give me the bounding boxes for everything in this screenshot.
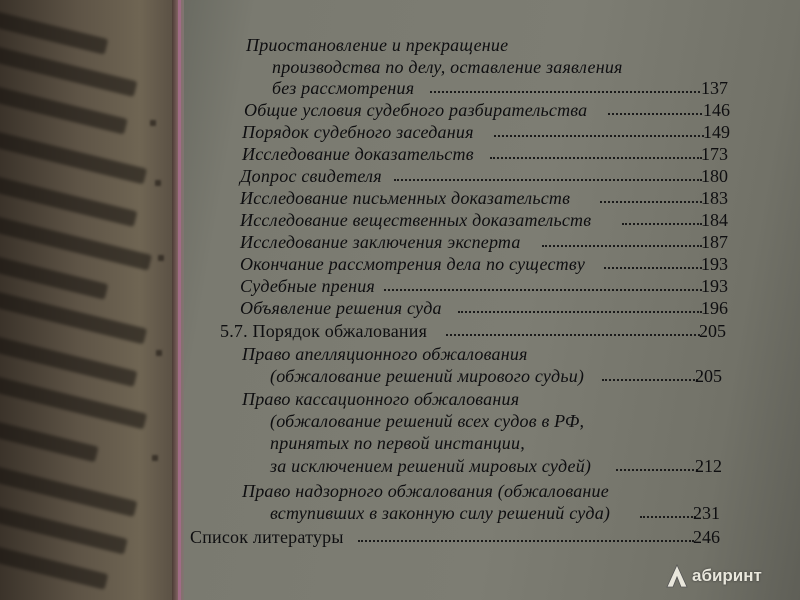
toc-leader-dots — [394, 179, 702, 181]
toc-entry — [184, 143, 800, 165]
toc-page-number: 212 — [695, 456, 722, 476]
facing-page-text-line — [0, 465, 137, 517]
toc-entry-title: за исключением решений мировых судей) — [270, 456, 592, 476]
toc-entry-title: производства по делу, оставление заявления — [272, 57, 623, 77]
toc-page-number: 187 — [701, 232, 728, 252]
toc-entry-title: Исследование письменных доказательств — [240, 188, 571, 208]
toc-entry — [184, 253, 800, 275]
toc-page-number: 146 — [703, 100, 730, 120]
facing-page-mark — [156, 350, 162, 356]
toc-entry — [184, 99, 800, 121]
toc-entry — [184, 480, 800, 502]
facing-page-mark — [158, 255, 164, 261]
toc-entry — [184, 502, 800, 524]
toc-entry — [184, 343, 800, 365]
toc-entry-title: без рассмотрения — [272, 78, 415, 98]
toc-leader-dots — [458, 311, 702, 313]
facing-page-text-line — [0, 545, 108, 590]
toc-entry — [184, 455, 800, 477]
toc-leader-dots — [430, 91, 700, 93]
toc-leader-dots — [358, 540, 694, 542]
toc-page-number: 246 — [693, 527, 720, 547]
toc-entry-title: Исследование вещественных доказательств — [240, 210, 592, 230]
toc-entry-title: Право апелляционного обжалования — [242, 344, 528, 364]
toc-entry-title: Допрос свидетеля — [240, 166, 382, 186]
toc-entry-title: Право кассационного обжалования — [242, 389, 520, 409]
toc-entry-title: Общие условия судебного разбирательства — [244, 100, 588, 120]
toc-entry — [184, 526, 800, 548]
toc-entry-title: (обжалование решений мирового судьи) — [270, 366, 585, 386]
page-edge — [178, 0, 181, 600]
toc-entry-title: Порядок судебного заседания — [242, 122, 474, 142]
toc-page-number: 137 — [701, 78, 728, 98]
toc-page-number: 193 — [701, 276, 728, 296]
toc-entry — [184, 231, 800, 253]
toc-entry — [184, 34, 800, 56]
toc-entry — [184, 121, 800, 143]
toc-entry — [184, 410, 800, 432]
toc-page-number: 231 — [693, 503, 720, 523]
facing-page-text-line — [0, 130, 147, 184]
toc-entry — [184, 275, 800, 297]
toc-entry — [184, 365, 800, 387]
facing-page-text-line — [0, 335, 137, 387]
toc-entry — [184, 187, 800, 209]
facing-page-text-line — [0, 10, 108, 55]
toc-page-number: 149 — [703, 122, 730, 142]
toc-page-number: 173 — [701, 144, 728, 164]
toc-page-number: 180 — [701, 166, 728, 186]
facing-page-mark — [150, 120, 156, 126]
toc-entry — [184, 209, 800, 231]
toc-entry — [184, 320, 800, 342]
facing-page-mark — [152, 455, 158, 461]
toc-page-number: 205 — [695, 366, 722, 386]
facing-page — [0, 0, 175, 600]
toc-page-number: 193 — [701, 254, 728, 274]
facing-page-text-line — [0, 255, 108, 300]
toc-page-number: 196 — [701, 298, 728, 318]
toc-page-number: 184 — [701, 210, 728, 230]
toc-leader-dots — [384, 289, 702, 291]
toc-entry-title: 5.7. Порядок обжалования — [220, 321, 428, 341]
toc-entry-title: (обжалование решений всех судов в РФ, — [270, 411, 585, 431]
toc-entry — [184, 56, 800, 78]
labirint-logo-icon — [666, 564, 688, 588]
facing-page-text-line — [0, 290, 147, 344]
facing-page-text-line — [0, 85, 128, 134]
facing-page-text-line — [0, 175, 137, 227]
facing-page-text-line — [0, 505, 128, 554]
facing-page-text-line — [0, 45, 137, 97]
toc-page — [184, 0, 800, 600]
toc-entry — [184, 388, 800, 410]
facing-page-mark — [155, 180, 161, 186]
toc-page-number: 205 — [699, 321, 726, 341]
toc-leader-dots — [446, 334, 700, 336]
toc-entry-title: Исследование доказательств — [242, 144, 474, 164]
toc-entry — [184, 77, 800, 99]
toc-entry-title: Приостановление и прекращение — [246, 35, 509, 55]
toc-entry-title: Право надзорного обжалования (обжалование — [242, 481, 609, 501]
toc-entry-title: Объявление решения суда — [240, 298, 442, 318]
toc-entry-title: Судебные прения — [240, 276, 375, 296]
toc-entry — [184, 297, 800, 319]
toc-entry-title: Окончание рассмотрения дела по существу — [240, 254, 586, 274]
toc-entry-title: Исследование заключения эксперта — [240, 232, 521, 252]
toc-page-number: 183 — [701, 188, 728, 208]
facing-page-text-line — [0, 420, 99, 462]
toc-entry-title: вступивших в законную силу решений суда) — [270, 503, 611, 523]
toc-entry-title: Список литературы — [190, 527, 344, 547]
toc-entry — [184, 432, 800, 454]
toc-entry-title: принятых по первой инстанции, — [270, 433, 525, 453]
toc-entry — [184, 165, 800, 187]
watermark-text: абиринт — [692, 566, 762, 585]
